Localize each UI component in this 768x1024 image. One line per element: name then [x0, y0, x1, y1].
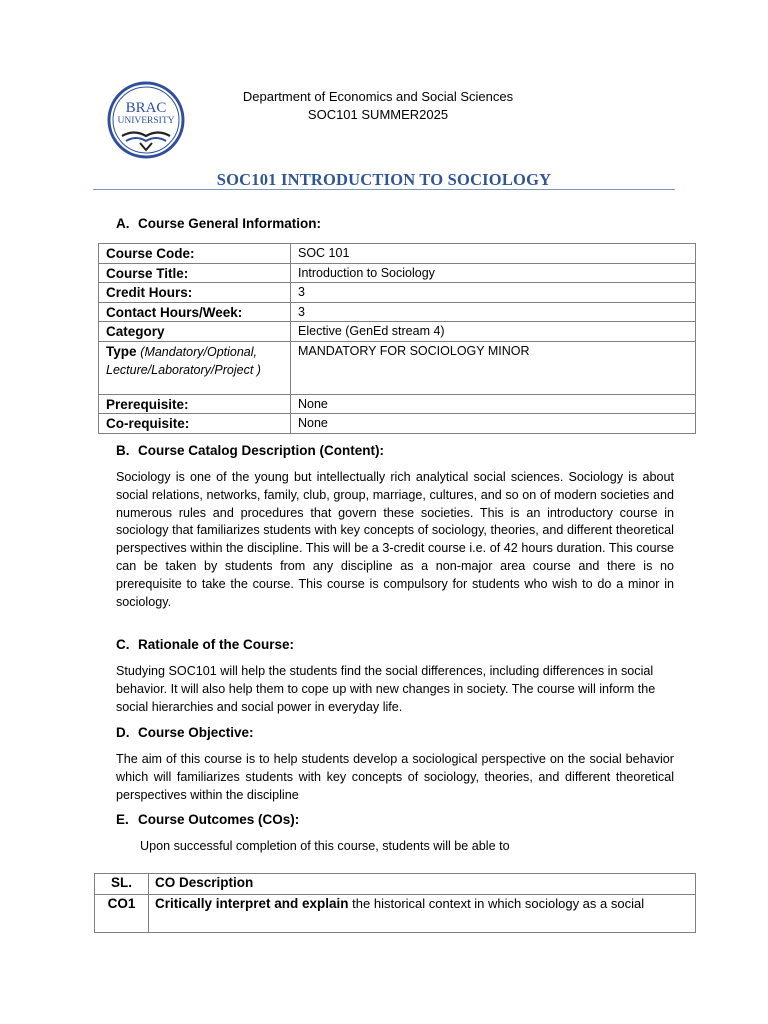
catalog-description: Sociology is one of the young but intellectually rich analytical social sciences. Sociology is about social relations, networks, family, club, group, marriage, cultures, and so on of modern societies and numerous rules and procedures that govern these societies. This is an introductory course in sociology that familiarizes students with key concepts of sociology, theories, and different theoretical perspectives within the discipline. This will be a 3-credit course i.e. of 42 hours duration. This course can be taken by students from any discipline as a non-major area course and there is no prerequisite to take the course. This course is compulsory for students who wish to do a minor in sociology.: [116, 470, 674, 609]
department-name: Department of Economics and Social Sciences: [242, 89, 514, 104]
course-objective: The aim of this course is to help students develop a sociological perspective on the social behavior which will familiarizes students with key concepts of sociology, theories, and different theoretical perspectives within the discipline: [116, 752, 674, 802]
table-row: [99, 244, 696, 264]
table-header-row: [95, 874, 696, 895]
section-e-letter: E.: [116, 812, 129, 827]
info-value: SOC 101: [291, 244, 696, 264]
section-c-title: Rationale of the Course:: [138, 637, 295, 652]
section-a-letter: A.: [116, 216, 130, 231]
section-d-title: Course Objective:: [138, 725, 254, 740]
info-key: Category: [99, 322, 291, 342]
info-value: Elective (GenEd stream 4): [291, 322, 696, 342]
course-term: SOC101 SUMMER2025: [307, 107, 449, 122]
info-value: MANDATORY FOR SOCIOLOGY MINOR: [291, 341, 696, 394]
table-row: [99, 302, 696, 322]
section-c-heading: [116, 637, 294, 652]
co-description-text: the historical context in which sociology as a social: [348, 896, 645, 911]
table-row: [99, 341, 696, 394]
section-e-title: Course Outcomes (COs):: [138, 812, 300, 827]
info-key: Course Code:: [99, 244, 291, 264]
section-b-heading: [116, 443, 384, 458]
info-value: 3: [291, 302, 696, 322]
section-e-heading: [116, 812, 299, 827]
section-d-heading: [116, 725, 254, 740]
department-header: [200, 88, 556, 124]
info-value: Introduction to Sociology: [291, 263, 696, 283]
section-b-letter: B.: [116, 443, 130, 458]
co-description-emphasis: Critically interpret and explain: [155, 896, 349, 911]
section-a-title: Course General Information:: [138, 216, 322, 231]
info-key: Course Title:: [99, 263, 291, 283]
table-row: [95, 895, 696, 933]
co-description: [149, 895, 696, 933]
brac-university-logo: [104, 80, 188, 164]
col-header-description: CO Description: [149, 874, 696, 895]
info-key-type: [99, 341, 291, 394]
section-b-title: Course Catalog Description (Content):: [138, 443, 385, 458]
course-outcomes-table: [94, 873, 696, 933]
info-key: Co-requisite:: [99, 414, 291, 434]
col-header-sl: SL.: [95, 874, 149, 895]
info-value: None: [291, 414, 696, 434]
logo-text-bottom: UNIVERSITY: [117, 116, 175, 126]
course-rationale: Studying SOC101 will help the students find the social differences, including differences in social behavior. It will also help them to cope up with new changes in society. The course will inform the social hierarchies and social power in everyday life.: [116, 664, 656, 714]
info-key: Prerequisite:: [99, 394, 291, 414]
table-row: [99, 322, 696, 342]
info-value: 3: [291, 283, 696, 303]
table-row: [99, 263, 696, 283]
section-a-heading: [116, 216, 321, 231]
logo-text-top: BRAC: [125, 100, 167, 116]
table-row: [99, 283, 696, 303]
info-key: Type: [106, 343, 137, 359]
course-outcomes-intro: Upon successful completion of this course, students will be able to: [140, 839, 510, 853]
info-value: None: [291, 394, 696, 414]
table-row: [99, 394, 696, 414]
info-key-note: (Mandatory/Optional, Lecture/Laboratory/Project ): [106, 344, 261, 377]
section-d-letter: D.: [116, 725, 130, 740]
table-row: [99, 414, 696, 434]
document-title: SOC101 INTRODUCTION TO SOCIOLOGY: [216, 170, 552, 189]
co-id: CO1: [95, 895, 149, 933]
title-divider: [93, 189, 675, 190]
course-info-table: [98, 243, 696, 434]
info-key: Credit Hours:: [99, 283, 291, 303]
info-key: Contact Hours/Week:: [99, 302, 291, 322]
section-c-letter: C.: [116, 637, 130, 652]
